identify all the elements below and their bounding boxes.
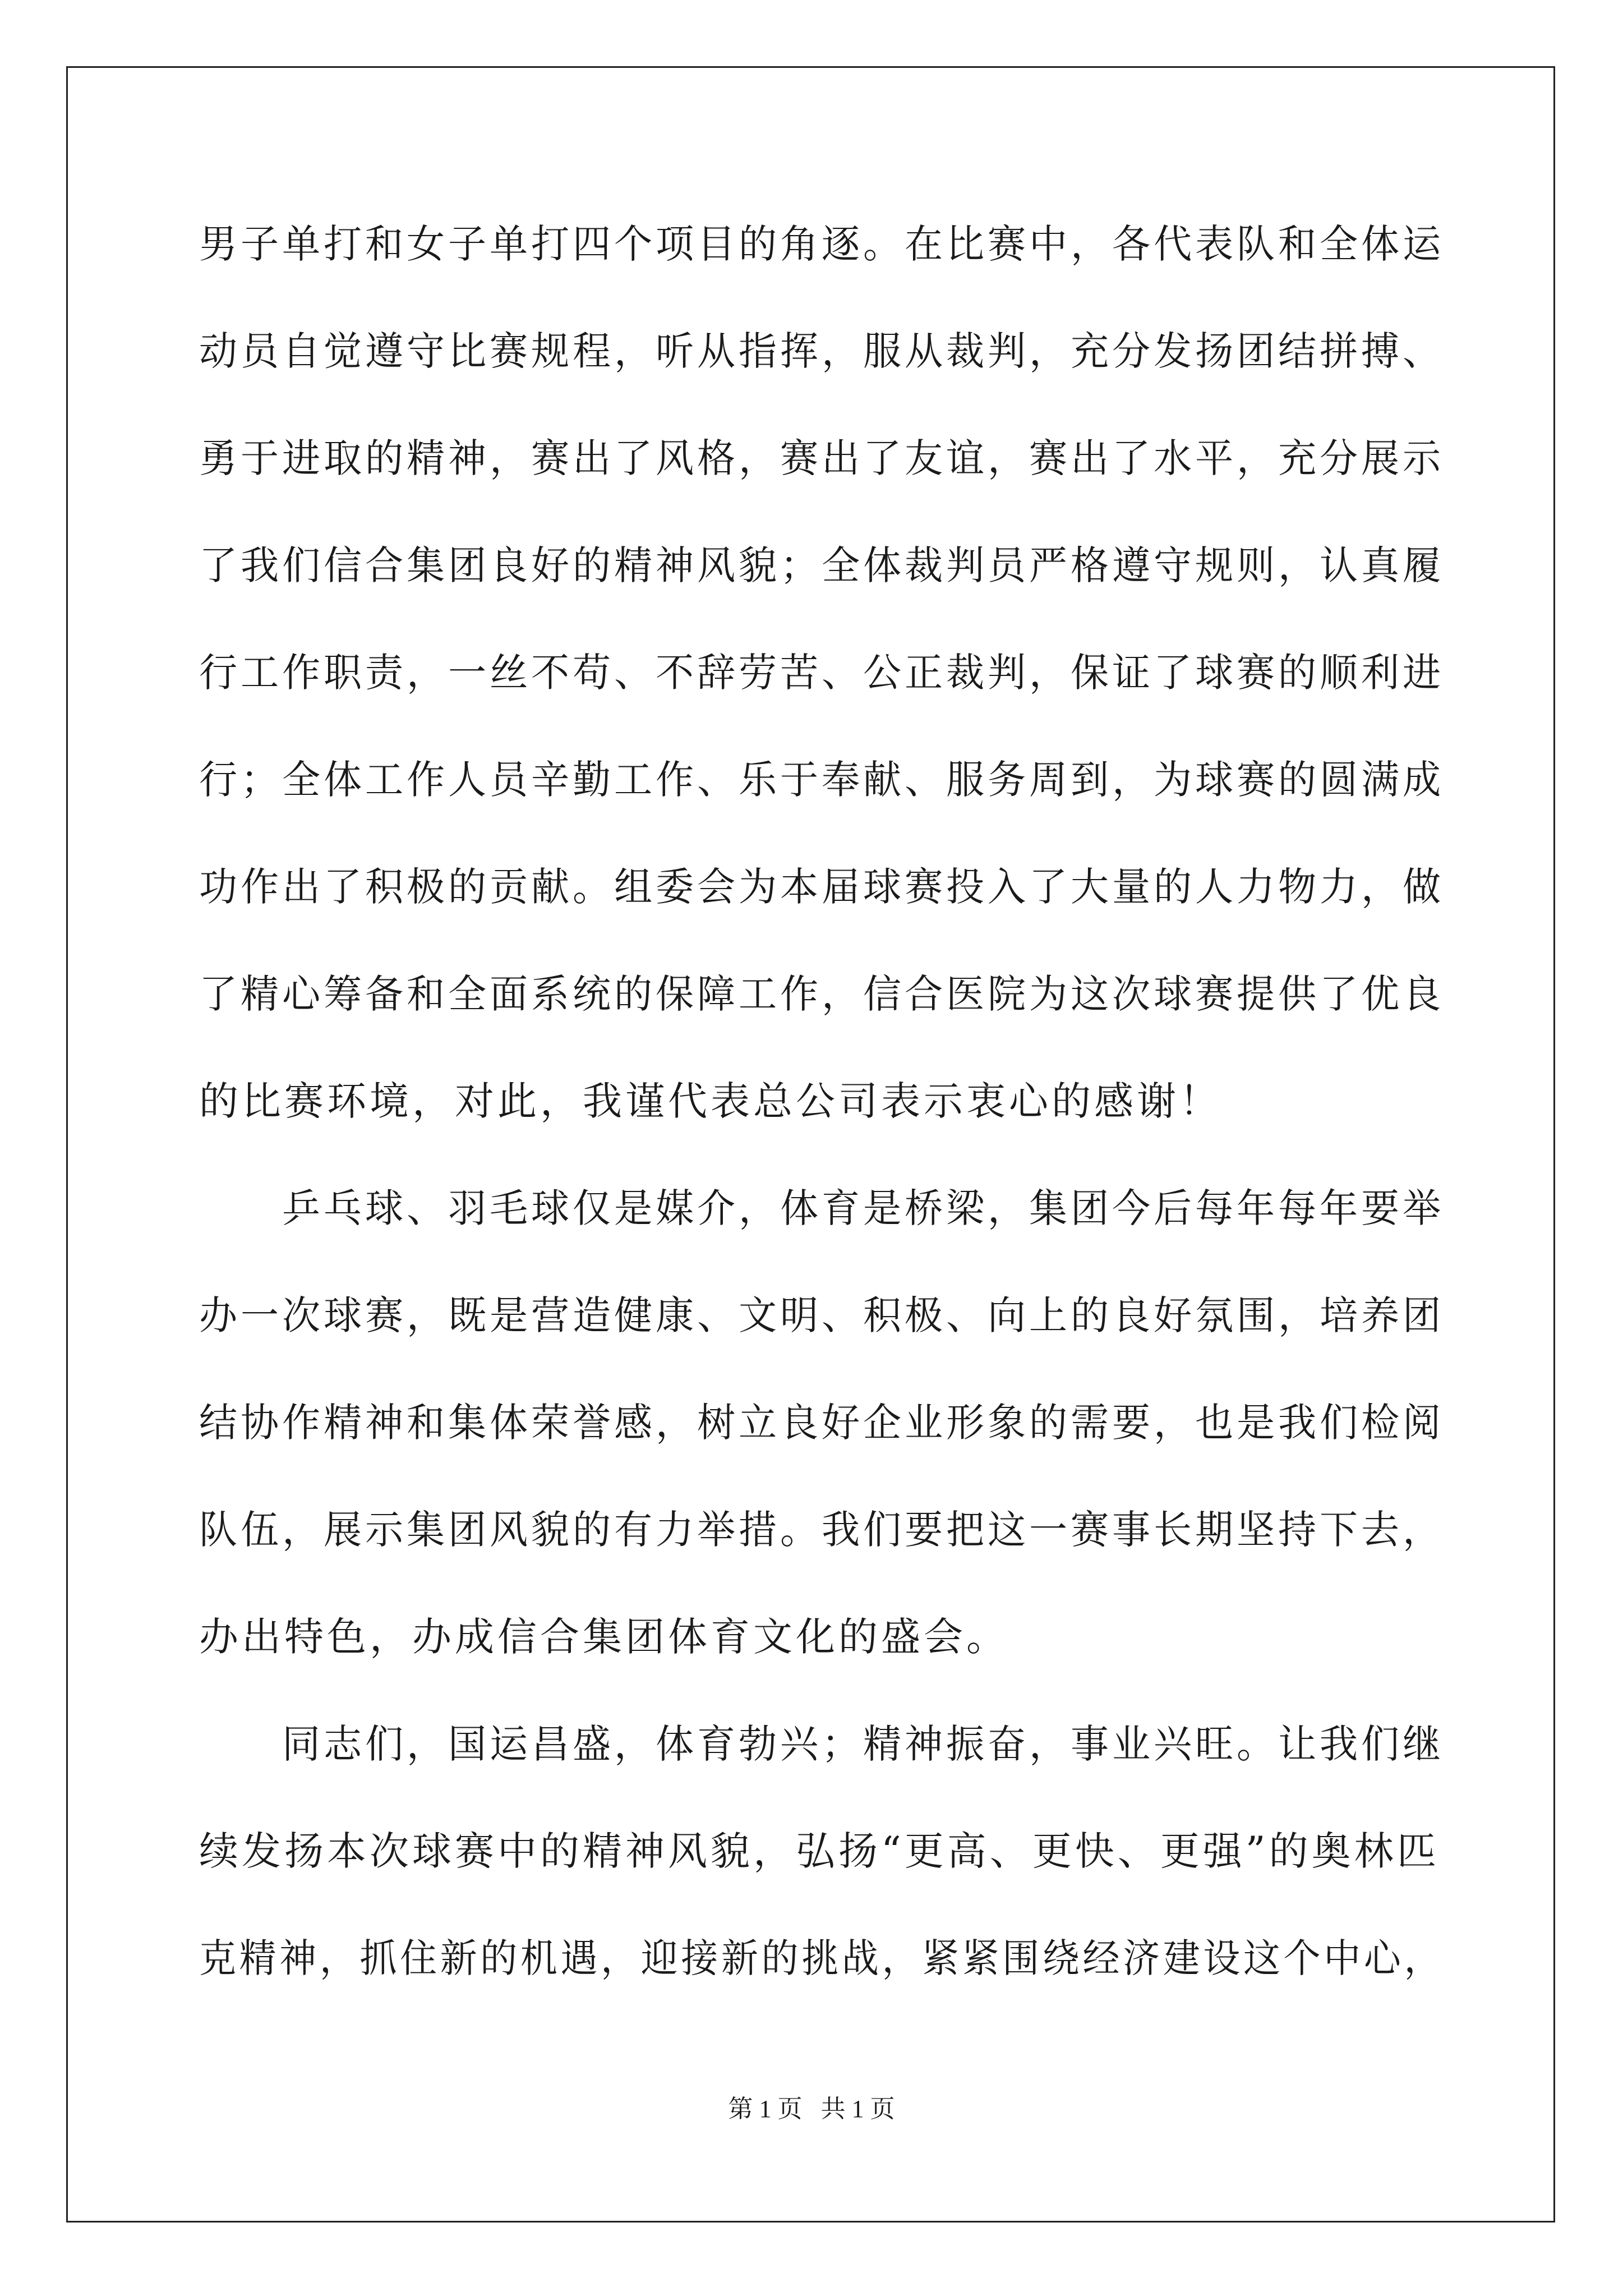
text-line: 结协作精神和集体荣誉感，树立良好企业形象的需要，也是我们检阅 bbox=[199, 1400, 1445, 1446]
text-line: 功作出了积极的贡献。组委会为本届球赛投入了大量的人力物力，做 bbox=[199, 864, 1445, 910]
text-line: 行；全体工作人员辛勤工作、乐于奉献、服务周到，为球赛的圆满成 bbox=[199, 757, 1445, 803]
page-border bbox=[66, 66, 1555, 2223]
text-line: 办出特色，办成信合集团体育文化的盛会。 bbox=[199, 1614, 1009, 1660]
page-footer: 第 1 页 共 1 页 bbox=[728, 2095, 895, 2123]
text-line: 男子单打和女子单打四个项目的角逐。在比赛中，各代表队和全体运 bbox=[199, 221, 1445, 267]
text-line: 队伍，展示集团风貌的有力举措。我们要把这一赛事长期坚持下去， bbox=[199, 1507, 1445, 1553]
text-line: 续发扬本次球赛中的精神风貌，弘扬“更高、更快、更强”的奥林匹 bbox=[199, 1828, 1440, 1874]
text-line: 了我们信合集团良好的精神风貌；全体裁判员严格遵守规则，认真履 bbox=[199, 542, 1445, 588]
text-line: 克精神，抓住新的机遇，迎接新的挑战，紧紧围绕经济建设这个中心， bbox=[199, 1935, 1445, 1981]
text-line: 的比赛环境，对此，我谨代表总公司表示衷心的感谢！ bbox=[199, 1078, 1222, 1124]
text-line: 了精心筹备和全面系统的保障工作，信合医院为这次球赛提供了优良 bbox=[199, 971, 1445, 1017]
paragraph-first-line: 乒乓球、羽毛球仅是媒介，体育是桥梁，集团今后每年每年要举 bbox=[282, 1185, 1445, 1231]
text-line: 勇于进取的精神，赛出了风格，赛出了友谊，赛出了水平，充分展示 bbox=[199, 435, 1445, 481]
text-line: 动员自觉遵守比赛规程，听从指挥，服从裁判，充分发扬团结拼搏、 bbox=[199, 328, 1445, 374]
text-line: 行工作职责，一丝不苟、不辞劳苦、公正裁判，保证了球赛的顺利进 bbox=[199, 650, 1445, 696]
paragraph-first-line: 同志们，国运昌盛，体育勃兴；精神振奋，事业兴旺。让我们继 bbox=[282, 1721, 1445, 1767]
text-line: 办一次球赛，既是营造健康、文明、积极、向上的良好氛围，培养团 bbox=[199, 1292, 1445, 1338]
